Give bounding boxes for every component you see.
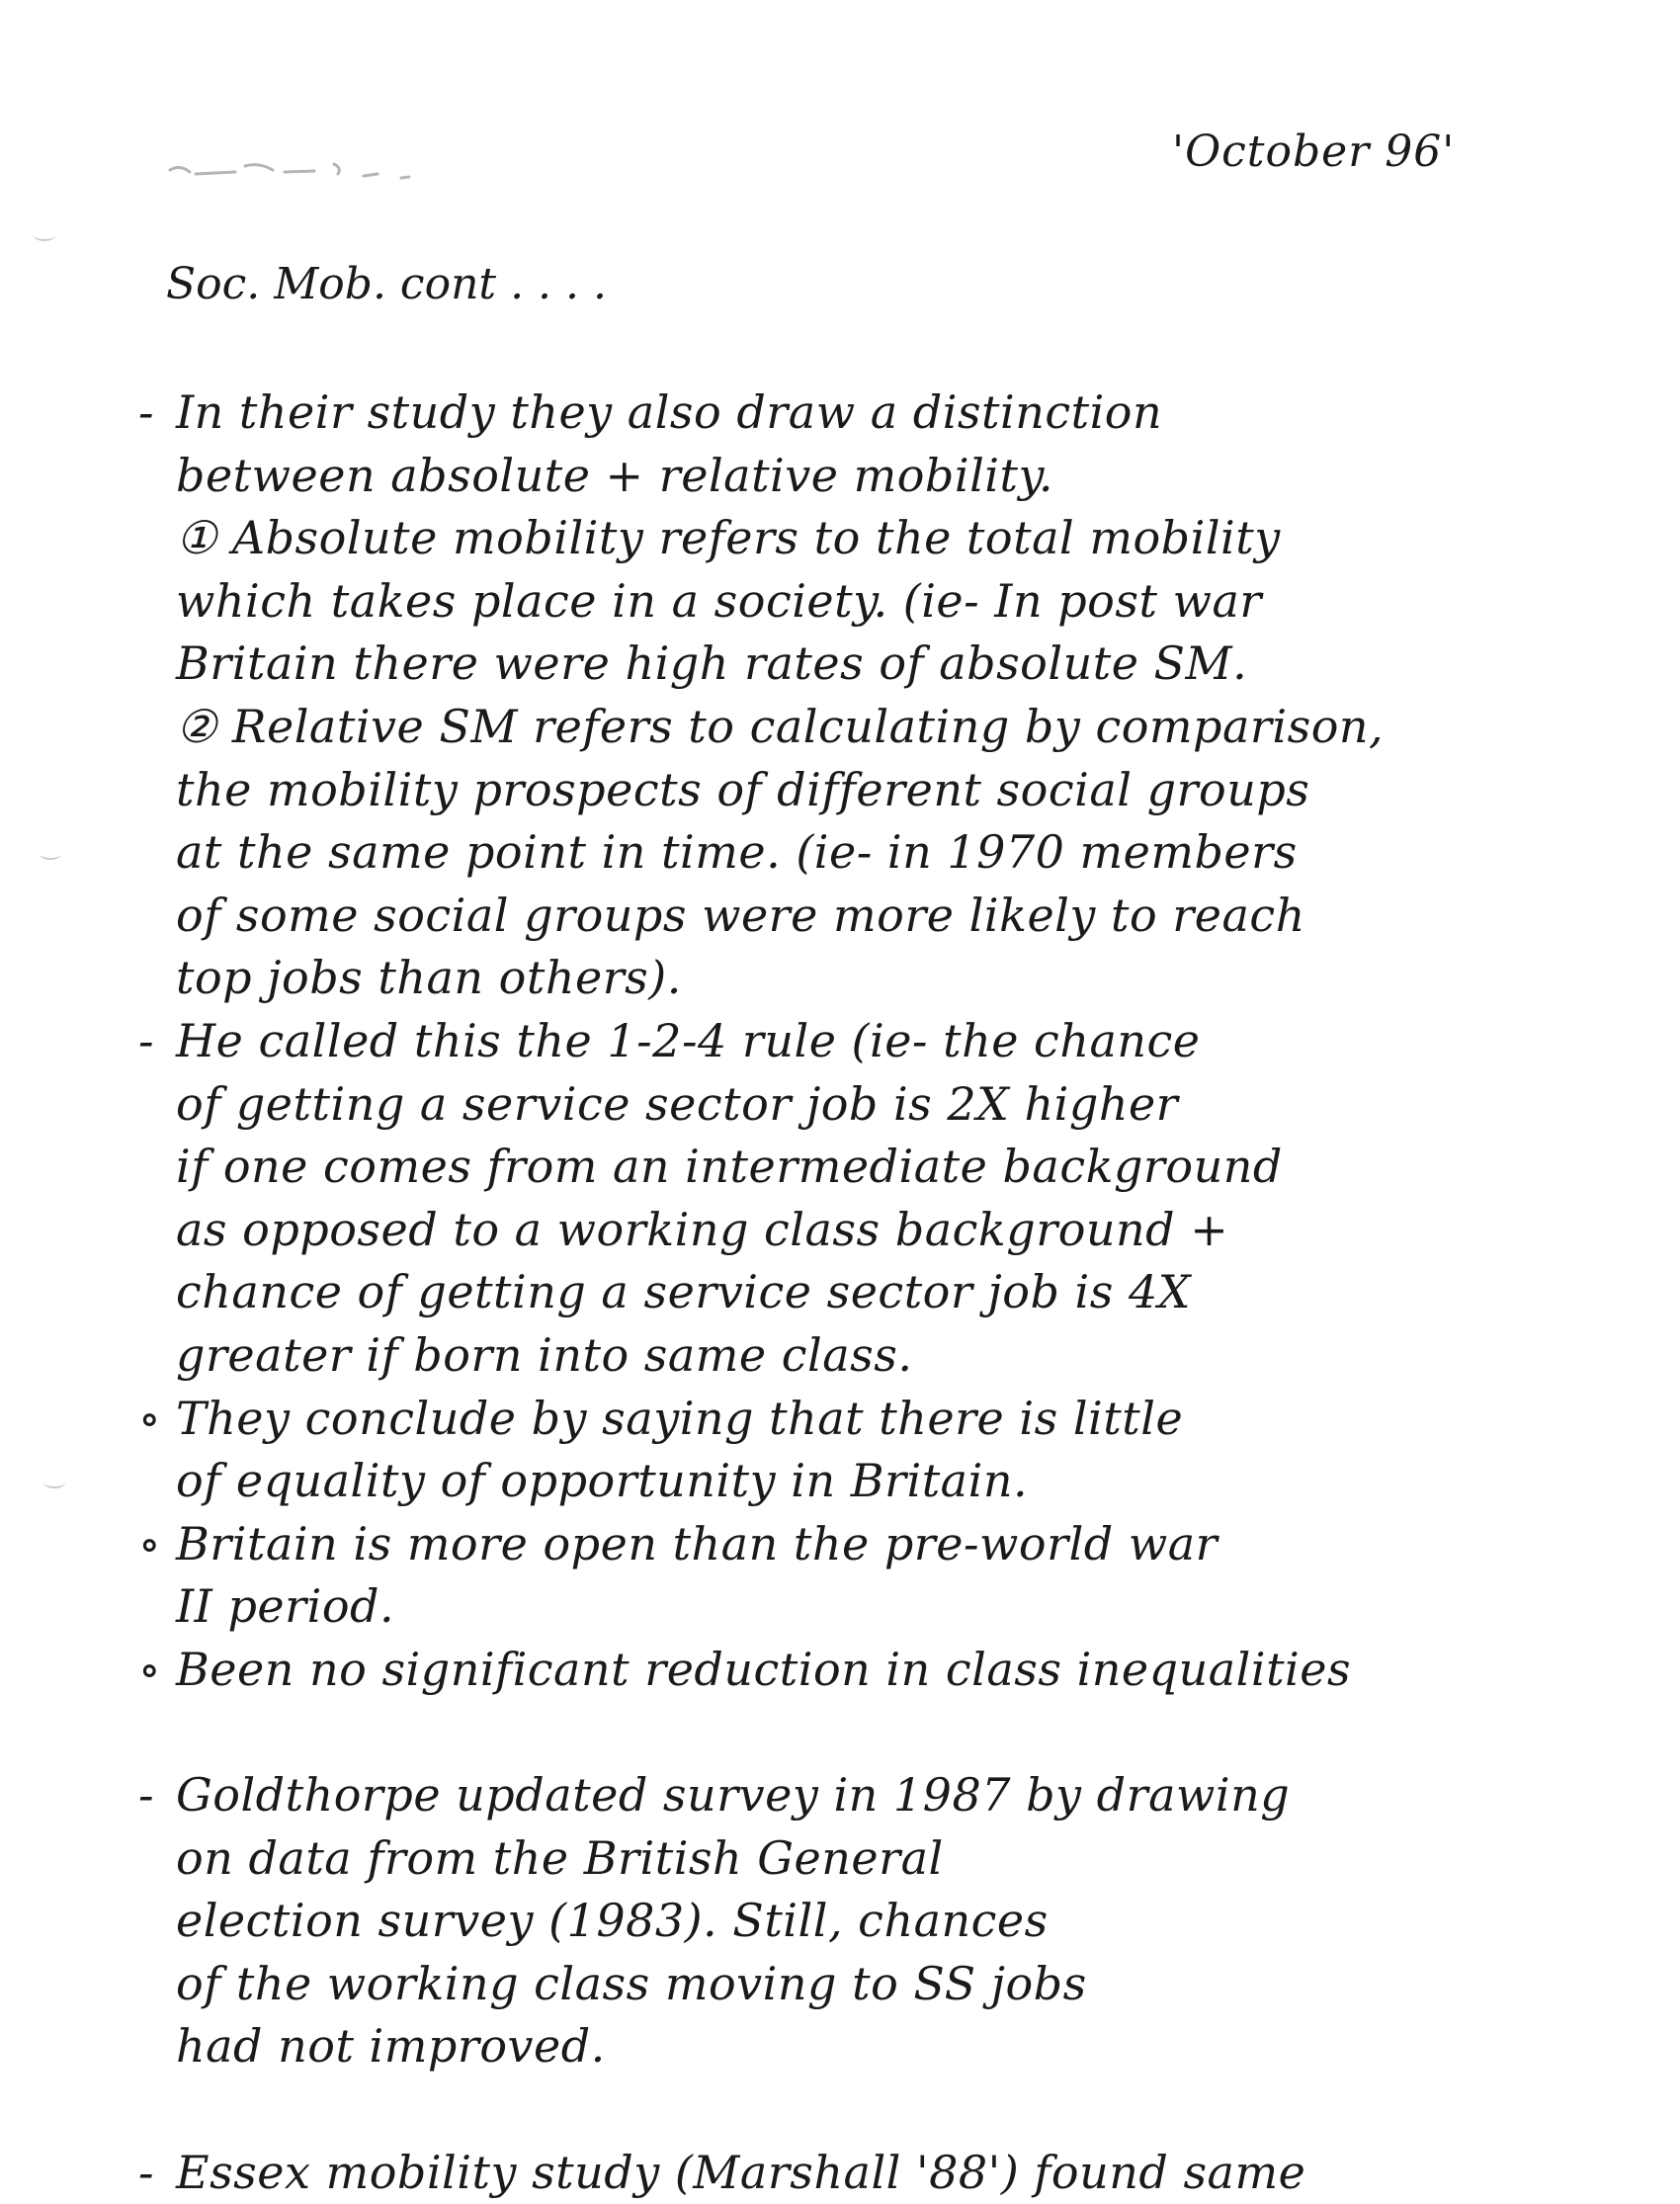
note-line <box>138 696 1591 759</box>
margin-mark <box>43 1477 65 1488</box>
page-heading: Soc. Mob. cont . . . . <box>166 259 607 309</box>
note-line <box>138 1324 1591 1388</box>
note-line <box>138 1513 1591 1576</box>
note-line <box>138 947 1591 1010</box>
redacted-name-scribble <box>166 140 462 190</box>
note-line <box>138 1953 1591 2016</box>
note-line <box>138 821 1591 885</box>
page-date: 'October 96' <box>1172 127 1456 177</box>
line-text: as opposed to a working class background + <box>176 1202 1229 1256</box>
note-line <box>138 633 1591 696</box>
margin-mark <box>34 229 55 241</box>
line-text: election survey (1983). Still, chances <box>176 1894 1049 1948</box>
handwritten-notes-body <box>138 381 1591 2204</box>
line-text: between absolute + relative mobility. <box>176 448 1053 502</box>
line-text: Been no significant reduction in class inequalities <box>176 1642 1352 1696</box>
line-text: greater if born into same class. <box>176 1327 913 1382</box>
note-line <box>138 1136 1591 1199</box>
line-text: of equality of opportunity in Britain. <box>176 1454 1029 1508</box>
line-text: chance of getting a service sector job is 4X <box>176 1265 1191 1319</box>
note-line <box>138 1764 1591 1827</box>
line-text: had not improved. <box>176 2019 606 2074</box>
note-line <box>138 570 1591 634</box>
line-text: They conclude by saying that there is little <box>176 1391 1184 1445</box>
line-text: Essex mobility study (Marshall '88') found same <box>176 2145 1306 2199</box>
line-marker: - <box>138 2145 155 2199</box>
line-text: II period. <box>176 1579 395 1634</box>
line-text: which takes place in a society. (ie- In post war <box>176 573 1262 628</box>
note-line <box>138 1199 1591 1262</box>
line-marker: - <box>138 1768 155 1823</box>
note-line <box>138 1388 1591 1451</box>
note-line <box>138 445 1591 508</box>
note-line <box>138 1010 1591 1073</box>
line-text: In their study they also draw a distinction <box>176 385 1163 439</box>
line-text: He called this the 1-2-4 rule (ie- the chance <box>176 1013 1201 1067</box>
note-line <box>138 759 1591 822</box>
note-line <box>138 2142 1591 2204</box>
note-line <box>138 1073 1591 1137</box>
line-text: Britain there were high rates of absolute SM. <box>176 636 1248 691</box>
line-marker: ∘ <box>138 1642 162 1696</box>
line-text: of the working class moving to SS jobs <box>176 1956 1087 2010</box>
line-marker: - <box>138 1013 155 1067</box>
note-line <box>138 1261 1591 1324</box>
note-line <box>138 1890 1591 1953</box>
note-line <box>138 1450 1591 1513</box>
note-line <box>138 2015 1591 2078</box>
line-text: of getting a service sector job is 2X higher <box>176 1076 1179 1131</box>
note-line <box>138 507 1591 570</box>
line-text: at the same point in time. (ie- in 1970 members <box>176 825 1298 880</box>
note-line <box>138 1639 1591 1702</box>
line-marker: ∘ <box>138 1516 162 1570</box>
margin-mark <box>40 848 61 860</box>
note-line <box>138 2078 1591 2142</box>
line-text: the mobility prospects of different social groups <box>176 762 1310 816</box>
note-line <box>138 1827 1591 1891</box>
line-text: ① Absolute mobility refers to the total mobility <box>176 511 1281 565</box>
line-text: ② Relative SM refers to calculating by comparison, <box>176 699 1385 753</box>
line-text: top jobs than others). <box>176 951 682 1005</box>
line-marker: - <box>138 385 155 439</box>
line-text: on data from the British General <box>176 1830 944 1885</box>
note-line <box>138 381 1591 445</box>
line-text: Britain is more open than the pre-world war <box>176 1516 1218 1570</box>
note-line <box>138 885 1591 948</box>
note-line <box>138 1701 1591 1764</box>
line-text: if one comes from an intermediate background <box>176 1140 1283 1194</box>
line-text: of some social groups were more likely to reach <box>176 888 1305 942</box>
line-marker: ∘ <box>138 1391 162 1445</box>
line-text: Goldthorpe updated survey in 1987 by drawing <box>176 1768 1291 1823</box>
note-line <box>138 1575 1591 1639</box>
